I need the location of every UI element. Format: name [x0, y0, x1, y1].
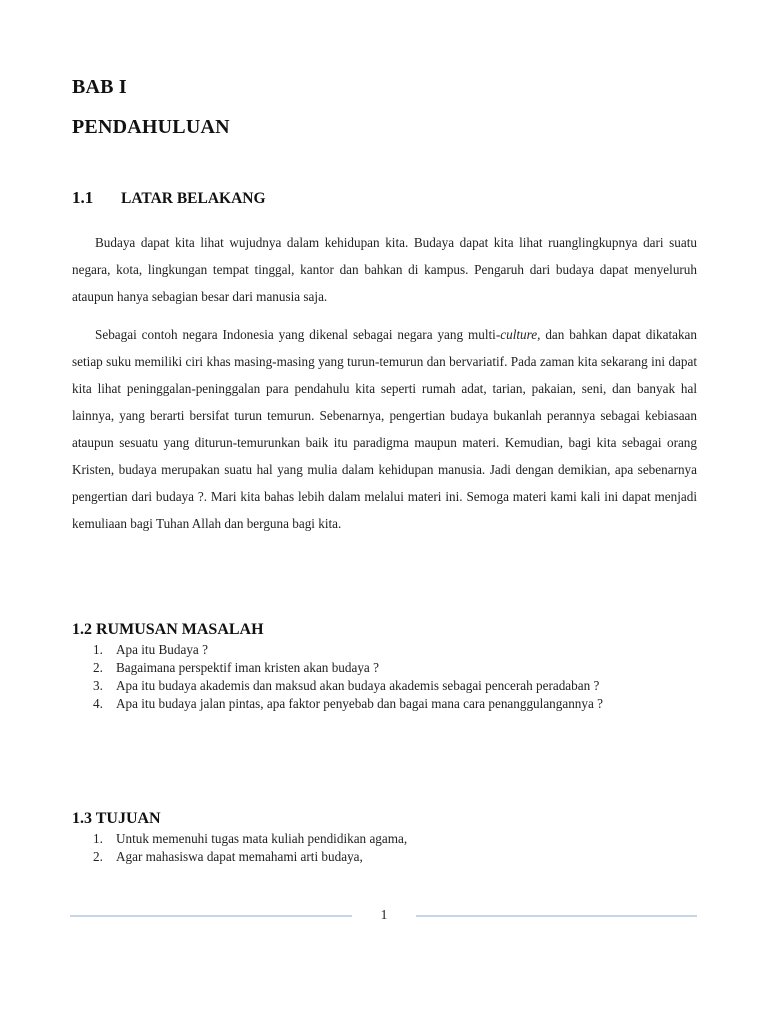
chapter-title: PENDAHULUAN	[72, 116, 230, 138]
rumusan-masalah-list	[72, 641, 603, 713]
list-item	[72, 848, 407, 866]
list-item	[72, 830, 407, 848]
section-heading-tujuan: 1.3 TUJUAN	[72, 810, 161, 827]
list-item	[72, 695, 603, 713]
list-number: 1.	[93, 642, 103, 657]
list-text: Apa itu Budaya ?	[116, 642, 208, 657]
list-item	[72, 677, 603, 695]
list-text: Bagaimana perspektif iman kristen akan budaya ?	[116, 660, 379, 675]
footer-rule-right	[416, 915, 697, 917]
page-number: 1	[380, 907, 388, 922]
list-text: Apa itu budaya akademis dan maksud akan budaya akademis sebagai pencerah peradaban ?	[116, 678, 600, 693]
section-number: 1.1	[72, 188, 94, 207]
list-text: Apa itu budaya jalan pintas, apa faktor penyebab dan bagai mana cara penanggulangannya ?	[116, 696, 603, 711]
section-title: LATAR BELAKANG	[121, 190, 266, 207]
footer-rule-left	[70, 915, 352, 917]
list-text: Agar mahasiswa dapat memahami arti budaya,	[116, 849, 363, 864]
paragraph-text: , dan bahkan dapat dikatakan setiap suku memiliki ciri khas masing-masing yang turun-temurun dan bervariatif. Pada zaman kita sekarang ini dapat kita lihat peninggalan-peninggalan para pendahulu kita seperti rumah adat, tarian, pakaian, seni, dan banyak hal lainnya, yang berarti bersifat turun temurun. Sebenarnya, pengertian budaya bukanlah perannya sebagai kebiasaan ataupun sesuatu yang diturun-temurunkan baik itu paradigma maupun materi. Kemudian, bagi kita sebagai orang Kristen, budaya merupakan suatu hal yang mulia dalam kehidupan manusia. Jadi dengan demikian, apa sebenarnya pengertian dari budaya ?. Mari kita bahas lebih dalam melalui materi ini. Semoga materi kami kali ini dapat menjadi kemuliaan bagi Tuhan Allah dan berguna bagi kita.	[72, 327, 698, 531]
paragraph-italic-term: culture	[500, 327, 538, 342]
list-number: 3.	[93, 678, 103, 693]
tujuan-list	[72, 830, 407, 866]
list-item	[72, 641, 603, 659]
body-paragraph-1: Budaya dapat kita lihat wujudnya dalam kehidupan kita. Budaya dapat kita lihat ruanglingkupnya dari suatu negara, kota, lingkungan tempat tinggal, kantor dan bahkan di kampus. Pengaruh dari budaya dapat menyeluruh ataupun hanya sebagian besar dari manusia saja.	[72, 235, 697, 304]
chapter-label: BAB I	[72, 76, 127, 98]
section-heading-latar-belakang	[72, 188, 266, 208]
section-heading-rumusan-masalah: 1.2 RUMUSAN MASALAH	[72, 621, 264, 638]
paragraph-text: Sebagai contoh negara Indonesia yang dikenal sebagai negara yang multi-	[95, 327, 501, 342]
list-number: 2.	[93, 849, 103, 864]
list-item	[72, 659, 603, 677]
list-text: Untuk memenuhi tugas mata kuliah pendidikan agama,	[116, 831, 408, 846]
body-paragraph-2	[72, 321, 697, 537]
list-number: 1.	[93, 831, 103, 846]
list-number: 4.	[93, 696, 103, 711]
list-number: 2.	[93, 660, 103, 675]
